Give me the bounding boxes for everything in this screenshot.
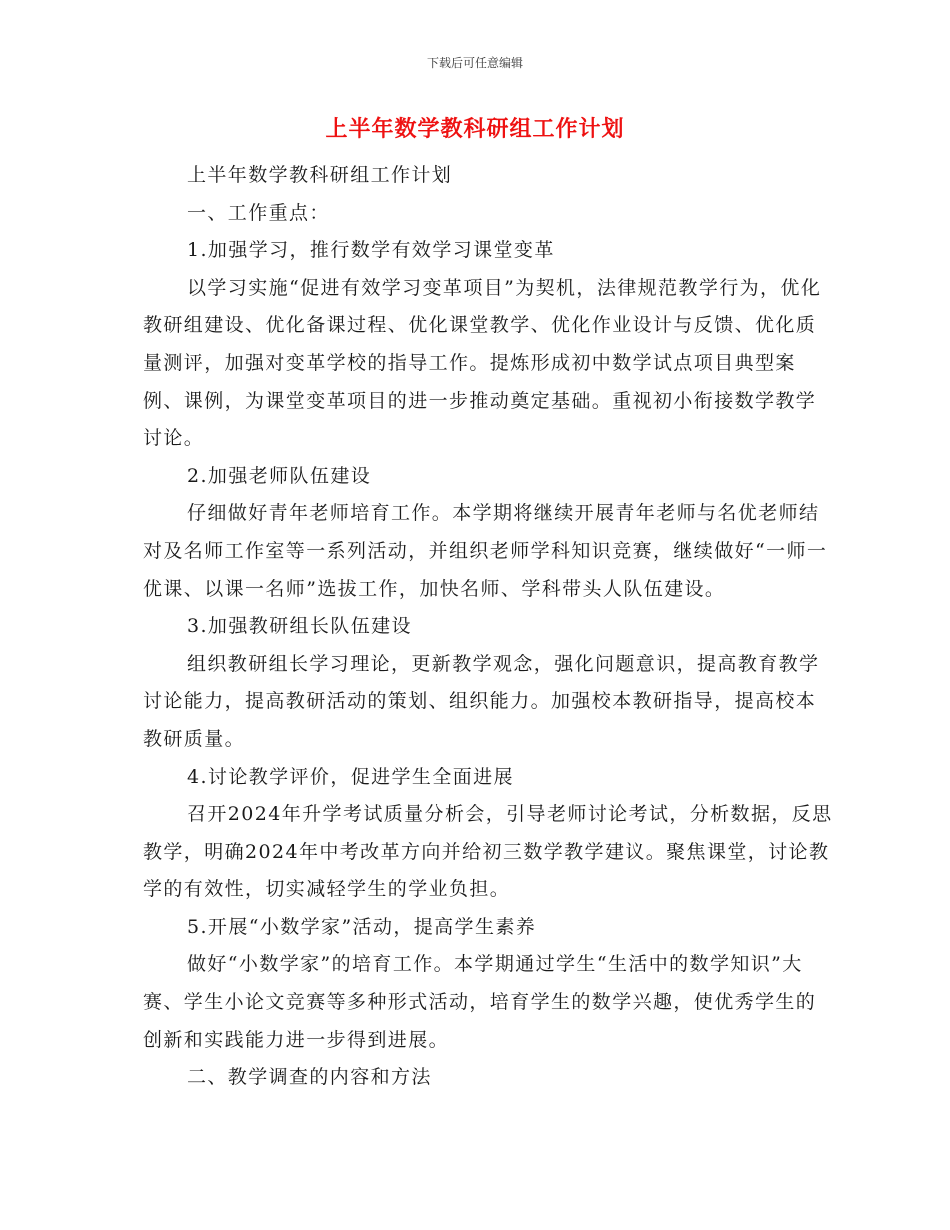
item-heading-1: 1.加强学习，推行数学有效学习课堂变革 (187, 239, 555, 262)
item-paragraph-2: 仔细做好青年老师培育工作。本学期将继续开展青年老师与名优老师结对及名师工作室等一系列活动，并组织老师学科知识竞赛，继续做好“一师一优课、以课一名师”选拔工作，加快名师、学科带头人队伍建设。 (143, 502, 828, 600)
section-heading-2: 二、教学调查的内容和方法 (187, 1066, 432, 1089)
section-heading-1: 一、工作重点： (187, 201, 330, 224)
item-heading-5: 5.开展“小数学家”活动，提高学生素养 (187, 915, 537, 938)
item-heading-3: 3.加强教研组长队伍建设 (187, 615, 412, 638)
item-paragraph-1: 以学习实施“促进有效学习变革项目”为契机，法律规范教学行为，优化教研组建设、优化备课过程、优化课堂教学、优化作业设计与反馈、优化质量测评，加强对变革学校的指导工作。提炼形成初中数学试点项目典型案例、课例，为课堂变革项目的进一步推动奠定基础。重视初小衔接数学教学讨论。 (143, 276, 822, 450)
item-paragraph-3: 组织教研组长学习理论，更新教学观念，强化问题意识，提高教育教学讨论能力，提高教研活动的策划、组织能力。加强校本教研指导，提高校本教研质量。 (143, 652, 820, 750)
item-paragraph-4: 召开2024年升学考试质量分析会，引导老师讨论考试，分析数据，反思教学，明确2024年中考改革方向并给初三数学教学建议。聚焦课堂，讨论教学的有效性，切实减轻学生的学业负担。 (143, 803, 833, 901)
item-heading-2: 2.加强老师队伍建设 (187, 464, 372, 487)
body-subtitle: 上半年数学教科研组工作计划 (187, 164, 453, 186)
document-title: 上半年数学教科研组工作计划 (325, 117, 625, 142)
header-note: 下载后可任意编辑 (426, 56, 523, 70)
document-body (143, 157, 833, 1097)
item-paragraph-5: 做好“小数学家”的培育工作。本学期通过学生“生活中的数学知识”大赛、学生小论文竞赛等多种形式活动，培育学生的数学兴趣，使优秀学生的创新和实践能力进一步得到进展。 (143, 953, 817, 1051)
item-heading-4: 4.讨论教学评价，促进学生全面进展 (187, 765, 514, 788)
